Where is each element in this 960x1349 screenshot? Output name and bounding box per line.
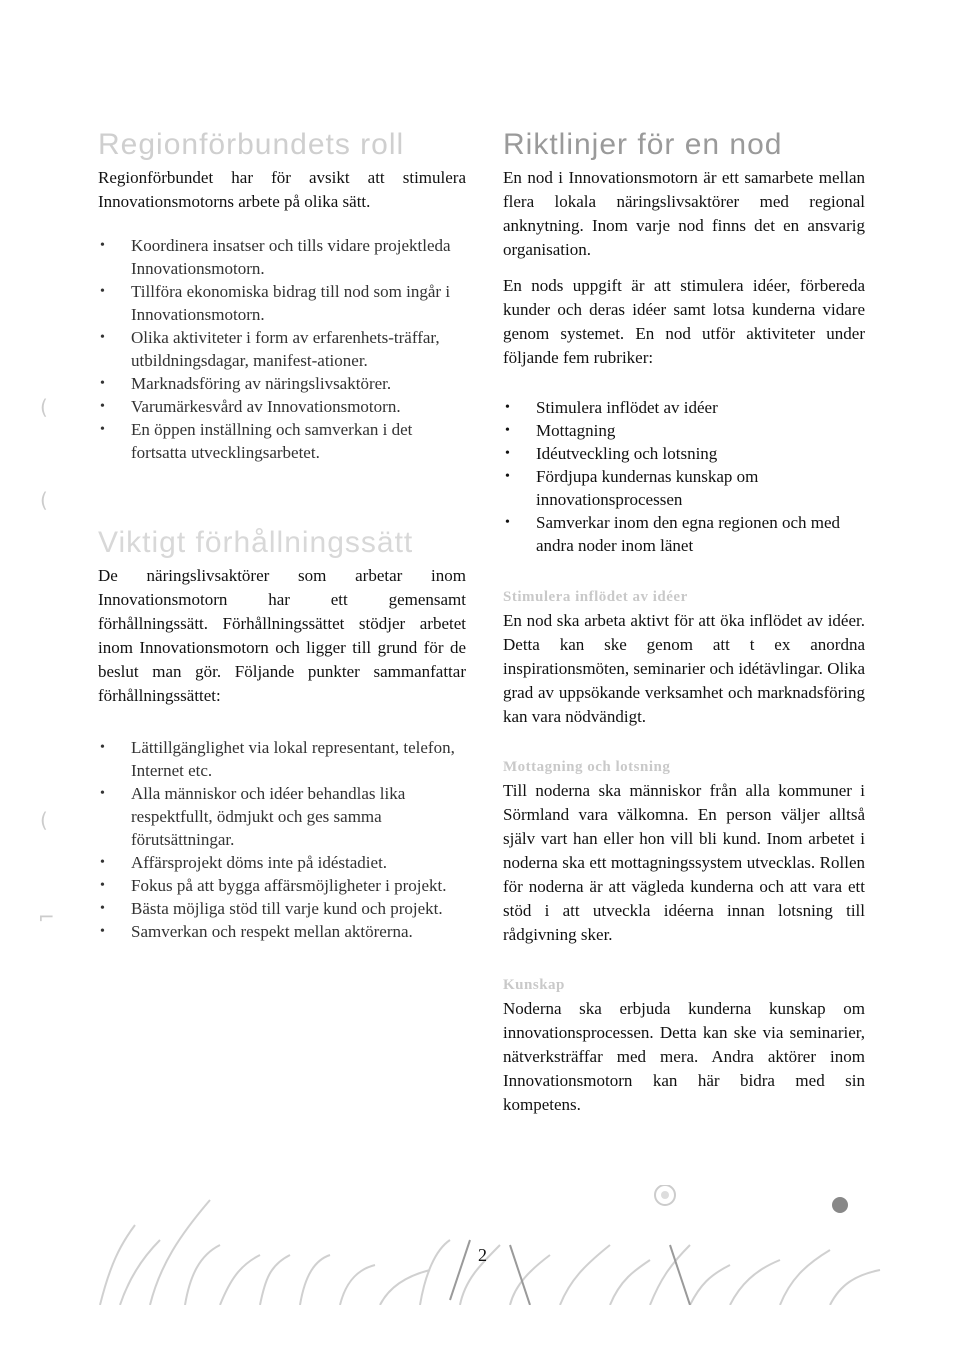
subsection-heading: Kunskap: [503, 977, 565, 993]
bullet-icon: •: [505, 469, 510, 484]
paragraph: En nod ska arbeta aktivt för att öka inflödet av idéer. Detta kan ske genom att t ex anordna inspirationsmöten, seminarier och idétävlingar. Olika grad av uppsökande verksamhet och marknadsföring kan vara nödvändigt.: [503, 611, 865, 726]
grass-decoration-icon: [90, 1185, 890, 1305]
list-item: • Stimulera inflödet av idéer: [505, 398, 718, 417]
list-item: • Varumärkesvård av Innovationsmotorn.: [100, 397, 401, 416]
list-item: • Lättillgänglighet via lokal representant, telefon, Internet etc.: [100, 738, 455, 780]
bullet-icon: •: [505, 400, 510, 415]
list-item: • Samverkan och respekt mellan aktörerna.: [100, 922, 413, 941]
bullet-icon: •: [100, 399, 105, 414]
list-item: • Marknadsföring av näringslivsaktörer.: [100, 374, 392, 393]
list-item: • Bästa möjliga stöd till varje kund och projekt.: [100, 899, 443, 918]
bullet-list: [503, 396, 865, 557]
bullet-icon: •: [100, 284, 105, 299]
list-item: • Tillföra ekonomiska bidrag till nod som ingår i Innovationsmotorn.: [100, 282, 451, 324]
bullet-icon: •: [100, 376, 105, 391]
list-item: • Koordinera insatser och tills vidare projektleda Innovationsmotorn.: [100, 236, 451, 278]
bullet-icon: •: [100, 330, 105, 345]
margin-mark: (: [40, 808, 48, 832]
bullet-icon: •: [100, 855, 105, 870]
margin-mark: ⌐: [38, 905, 55, 929]
left-column: [98, 128, 466, 943]
bullet-icon: •: [100, 740, 105, 755]
bullet-icon: •: [505, 515, 510, 530]
paragraph: En nod i Innovationsmotorn är ett samarbete mellan flera lokala näringslivsaktörer med regional anknytning. Inom varje nod finns det en ansvarig organisation.: [503, 168, 865, 259]
bullet-icon: •: [100, 901, 105, 916]
bullet-icon: •: [100, 924, 105, 939]
section-heading: Viktigt förhållningssätt: [98, 526, 414, 559]
bullet-icon: •: [100, 238, 105, 253]
subsection-heading: Stimulera inflödet av idéer: [503, 589, 688, 605]
bullet-list: [98, 736, 466, 943]
section-heading: Riktlinjer för en nod: [503, 128, 783, 161]
margin-mark: (: [40, 395, 48, 419]
page-number: 2: [478, 1245, 487, 1265]
bullet-icon: •: [100, 878, 105, 893]
section-viktigt-forhallningssatt: [98, 526, 466, 943]
bullet-icon: •: [505, 423, 510, 438]
list-item: • Idéutveckling och lotsning: [505, 444, 718, 463]
section-intro: De näringslivsaktörer som arbetar inom Innovationsmotorn har ett gemensamt förhållningssätt. Förhållningssättet stödjer arbetet inom Innovationsmotorn och ligger till grund för de beslut man gör. Följande punkter sammanfattar förhållningssättet:: [98, 566, 466, 705]
list-item: • En öppen inställning och samverkan i det fortsatta utvecklingsarbetet.: [100, 420, 413, 462]
list-item: • Fokus på att bygga affärsmöjligheter i projekt.: [100, 876, 447, 895]
right-column: [503, 128, 865, 1117]
bullet-icon: •: [505, 446, 510, 461]
section-regionforbundets-roll: [98, 128, 466, 464]
list-item: • Samverkar inom den egna regionen och med andra noder inom länet: [505, 513, 841, 555]
bullet-icon: •: [100, 422, 105, 437]
subsection-heading: Mottagning och lotsning: [503, 759, 671, 775]
paragraph: Noderna ska erbjuda kunderna kunskap om innovationsprocessen. Detta kan ske via seminarier, nätverksträffar med mera. Andra aktörer inom Innovationsmotorn kan här bidra med sin kompetens.: [503, 999, 865, 1114]
list-item: • Affärsprojekt döms inte på idéstadiet.: [100, 853, 388, 872]
section-heading: Regionförbundets roll: [98, 128, 405, 161]
margin-mark: (: [40, 488, 48, 512]
bullet-icon: •: [100, 786, 105, 801]
list-item: • Fördjupa kundernas kunskap om innovationsprocessen: [505, 467, 759, 509]
section-intro: Regionförbundet har för avsikt att stimulera Innovationsmotorns arbete på olika sätt.: [98, 168, 466, 211]
paragraph: Till noderna ska människor från alla kommuner i Sörmland vara välkomna. En person väljer alltså själv vart han eller hon vill bli kund. Inom arbetet i noderna ska ett mottagningssystem utvecklas. Rollen för noderna är att vägleda kunderna och att vara ett stöd i att utveckla idéerna innan lotsning till rådgivning sker.: [503, 781, 865, 944]
list-item: • Olika aktiviteter i form av erfarenhets-träffar, utbildningsdagar, manifest-ationer.: [100, 328, 440, 370]
list-item: • Alla människor och idéer behandlas lika respektfullt, ödmjukt och ges samma förutsättningar.: [100, 784, 406, 849]
paragraph: En nods uppgift är att stimulera idéer, förbereda kunder och deras idéer samt lotsa kunderna vidare genom systemet. En nod utför aktiviteter under följande fem rubriker:: [503, 276, 865, 367]
list-item: • Mottagning: [505, 421, 616, 440]
bullet-list: [98, 234, 466, 464]
